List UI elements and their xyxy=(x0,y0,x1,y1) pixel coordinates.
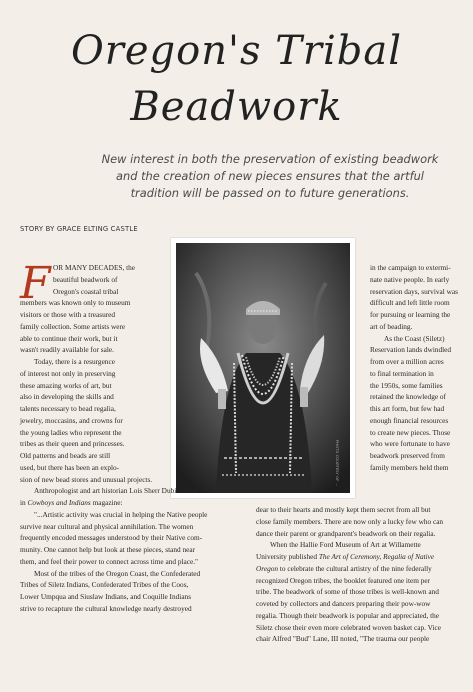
text-line: tribe. The beadwork of some of those tribes is well-known and xyxy=(256,587,439,597)
text-line: sion of new bead stores and unusual projects. xyxy=(20,474,153,484)
text-line: Anthropologist and art historian Lois Sherr Dubin noted xyxy=(34,486,198,496)
text-line: frequently encoded messages understood by their Native com- xyxy=(20,533,203,543)
text-line: OR MANY DECADES, the xyxy=(53,263,136,272)
text-line: this art form, but few had xyxy=(370,404,445,413)
text-line: jewelry, moccasins, and crowns for xyxy=(20,415,123,425)
article-title-line-1: Oregon's Tribal xyxy=(70,28,403,74)
text-line: from over a million acres xyxy=(370,357,444,366)
text-line: recognized Oregon tribes, the booklet featured one item per xyxy=(256,575,431,585)
text-line: coveted by collectors and dancers preparing their pow-wow xyxy=(256,599,431,608)
text-line: used, but there has been an explo- xyxy=(20,462,120,472)
text-line: reservation days, survival was xyxy=(370,286,458,296)
text-line: beautiful beadwork of xyxy=(53,274,118,284)
text-line: the 1950s, some families xyxy=(370,380,443,390)
text-line: Reservation lands dwindled xyxy=(370,345,452,355)
drop-cap: F xyxy=(20,258,51,309)
text-line: members was known only to museum xyxy=(20,298,131,308)
article-subtitle: New interest in both the preservation of existing beadwork and the creation of new pieces ensures that the artful tradition will be passed on to future generations. xyxy=(101,152,439,200)
photo-credit: PHOTO COURTESY OF ... xyxy=(335,440,340,487)
text-line: art of beading. xyxy=(370,321,413,331)
text-line: chair Alfred "Bud" Lane, III noted, "The trauma our people xyxy=(256,634,430,644)
byline: STORY BY GRACE ELTING CASTLE xyxy=(20,225,138,233)
right-column-lower xyxy=(256,504,471,645)
text-line: dear to their hearts and mostly kept them secret from all but xyxy=(256,505,431,514)
text-line: visitors or those with a treasured xyxy=(20,310,116,319)
text-line: for pursuing or learning the xyxy=(370,310,451,319)
text-line: difficult and left little room xyxy=(370,298,450,308)
text-line: the young ladies who represent the xyxy=(20,427,122,437)
text-line: to final termination in xyxy=(370,368,434,378)
text-line: Old patterns and beads are still xyxy=(20,451,111,460)
text-line: enough financial resources xyxy=(370,415,449,425)
text-line: to create new pieces. Those xyxy=(370,427,451,437)
text-line: survive near cultural and physical annihilation. The women xyxy=(20,521,194,531)
text-line: them, and feel their power to connect across time and place." xyxy=(20,556,199,566)
text-line: who were fortunate to have xyxy=(370,439,450,449)
article-title-line-2: Beadwork xyxy=(130,84,343,130)
text-line: tribes as their queen and princesses. xyxy=(20,439,125,449)
text-line: these amazing works of art, but xyxy=(20,380,112,390)
text-line: As the Coast (Siletz) xyxy=(384,333,445,343)
text-line: "...Artistic activity was crucial in helping the Native people xyxy=(34,509,208,519)
text-line: Siletz chose their even more celebrated woven basket cap. Vice xyxy=(256,622,442,632)
text-line: beadwork preserved from xyxy=(370,451,445,460)
text-line: Oregon to celebrate the cultural artistry of the nine federally xyxy=(256,563,432,573)
text-line: in Cowboys and Indians magazine: xyxy=(20,498,123,507)
photo-woman-in-regalia xyxy=(176,243,350,493)
text-line: in the campaign to extermi- xyxy=(370,263,451,272)
text-line: able to continue their work, but it xyxy=(20,333,118,343)
text-line: Tribes of Siletz Indians, Confederated Tribes of the Coos, xyxy=(20,580,189,590)
text-line: retained the knowledge of xyxy=(370,392,446,402)
article-photo xyxy=(171,238,355,498)
text-line: University published The Art of Ceremony, Regalia of Native xyxy=(256,552,435,561)
text-line: nate native people. In early xyxy=(370,274,450,284)
text-line: strive to recapture the cultural knowledge nearly destroyed xyxy=(20,603,192,613)
text-line: also in developing the skills and xyxy=(20,392,114,402)
text-line: munity. One cannot help but look at these pieces, stand near xyxy=(20,545,196,554)
text-line: Most of the tribes of the Oregon Coast, the Confederated xyxy=(34,568,201,578)
right-column xyxy=(370,262,470,474)
text-line: dance their parent or grandparent's beadwork on their regalia. xyxy=(256,528,436,538)
text-line: family members held them xyxy=(370,462,449,472)
text-line: of interest not only in preserving xyxy=(20,368,116,378)
text-line: When the Hallie Ford Museum of Art at Willamette xyxy=(270,540,421,550)
text-line: talents necessary to bead regalia, xyxy=(20,404,116,413)
left-column xyxy=(20,258,170,474)
text-line: family collection. Some artists were xyxy=(20,321,126,331)
text-line: Oregon's coastal tribal xyxy=(53,286,119,296)
text-line: Today, there is a resurgence xyxy=(34,357,115,366)
text-line: regalia. Though their beadwork is popular and appreciated, the xyxy=(256,610,440,620)
left-column-lower xyxy=(20,474,235,615)
text-line: wasn't readily available for sale. xyxy=(20,345,114,355)
text-line: Lower Umpqua and Siuslaw Indians, and Coquille Indians xyxy=(20,592,192,601)
text-line: close family members. There are now only a lucky few who can xyxy=(256,516,444,526)
